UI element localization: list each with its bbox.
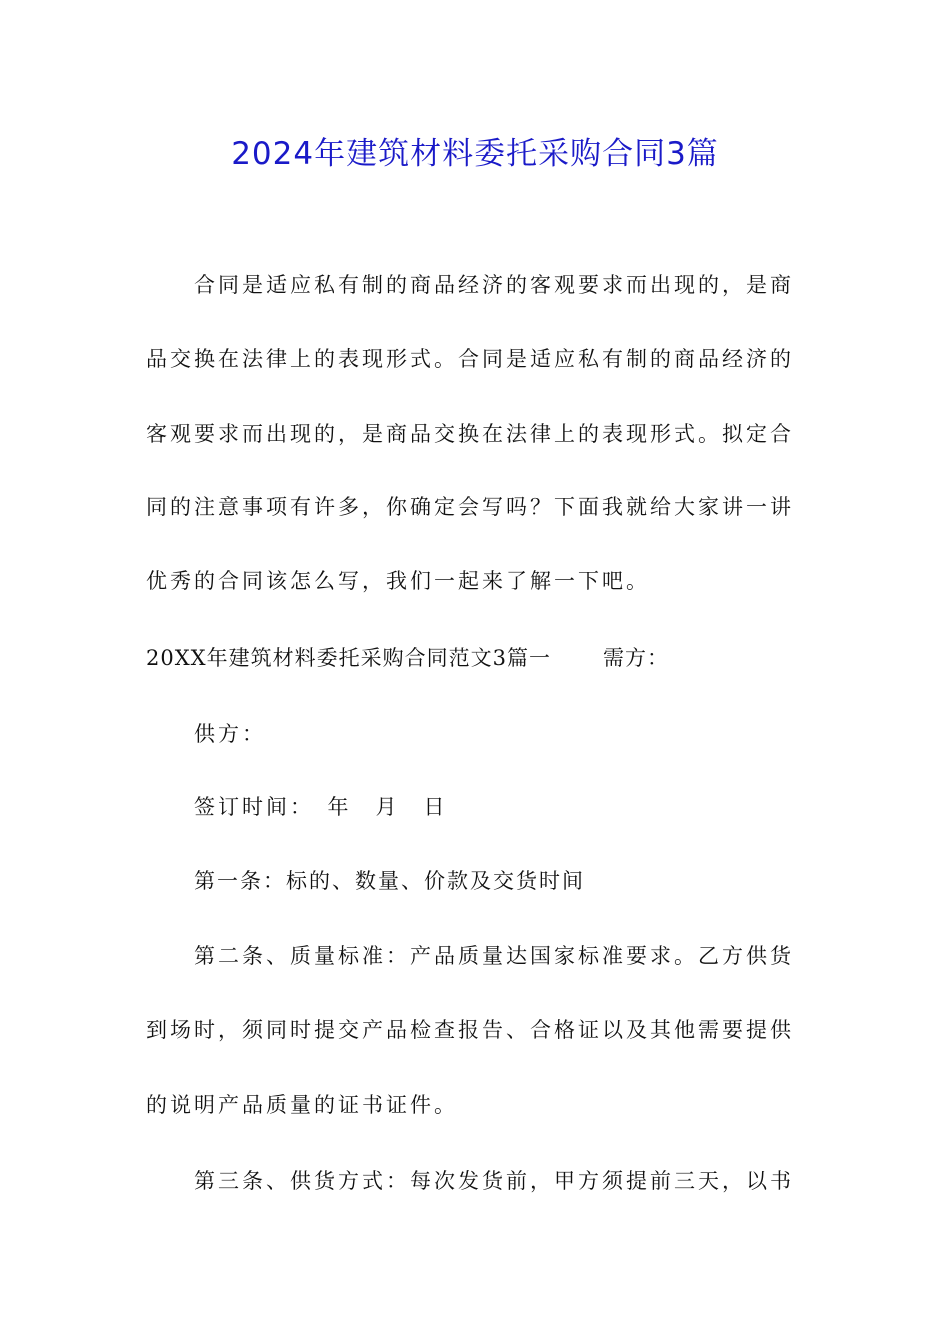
article-2-line: 到场时，须同时提交产品检查报告、合格证以及其他需要提供 [146,1018,794,1042]
intro-paragraph-line: 客观要求而出现的，是商品交换在法律上的表现形式。拟定合 [146,422,794,446]
article-3-line: 第三条、供货方式：每次发货前，甲方须提前三天，以书 [194,1169,794,1193]
article-2-line: 的说明产品质量的证书证件。 [146,1093,458,1117]
article-1: 第一条：标的、数量、价款及交货时间 [194,869,585,893]
intro-paragraph-line: 优秀的合同该怎么写，我们一起来了解一下吧。 [146,569,650,593]
article-2-line: 第二条、质量标准：产品质量达国家标准要求。乙方供货 [194,944,794,968]
supplier-label: 供方： [194,722,266,746]
intro-paragraph-line: 同的注意事项有许多，你确定会写吗？下面我就给大家讲一讲 [146,495,794,519]
demander-label: 需方： [602,646,669,670]
contract-heading-row [146,640,806,676]
contract-heading: 20XX年建筑材料委托采购合同范文3篇一 [146,646,551,670]
sign-time-line: 签订时间： 年 月 日 [194,795,448,819]
document-title: 2024年建筑材料委托采购合同3篇 [231,136,719,172]
intro-paragraph-line: 品交换在法律上的表现形式。合同是适应私有制的商品经济的 [146,347,794,371]
intro-paragraph-line: 合同是适应私有制的商品经济的客观要求而出现的，是商 [194,273,794,297]
